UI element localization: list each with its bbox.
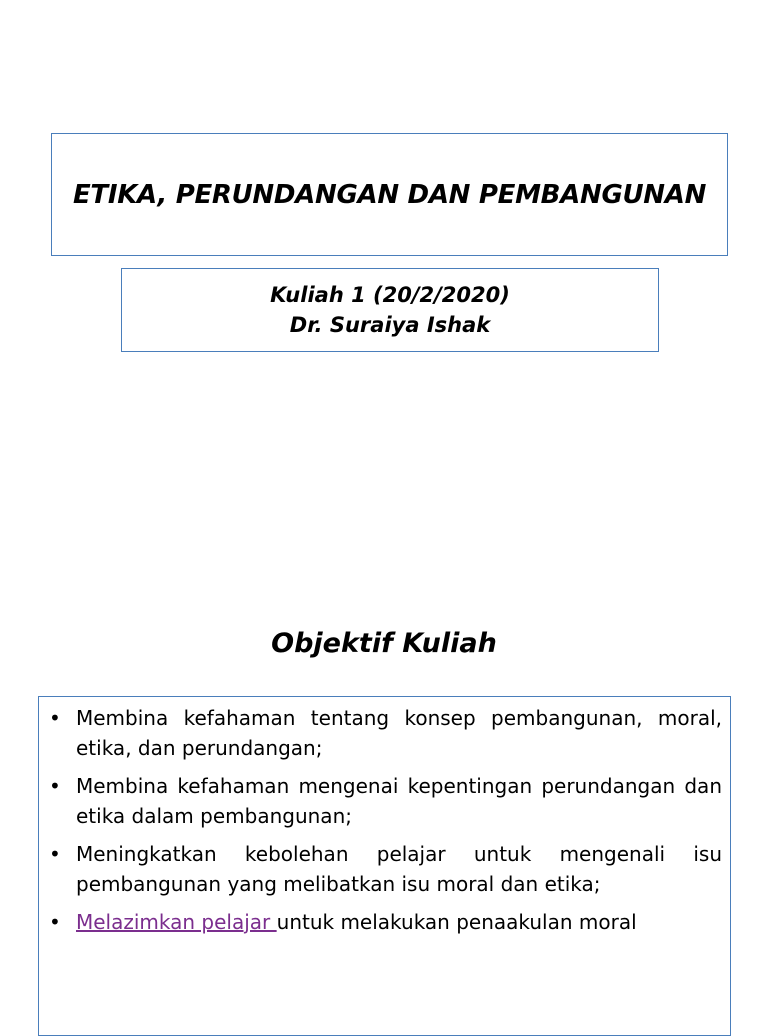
objective-item-1 bbox=[47, 703, 722, 763]
objectives-box bbox=[38, 696, 731, 1036]
bullet-icon: • bbox=[49, 842, 61, 866]
bullet-icon: • bbox=[49, 774, 61, 798]
lecturer-name: Dr. Suraiya Ishak bbox=[289, 313, 491, 337]
title-box bbox=[51, 133, 728, 256]
subtitle-box bbox=[121, 268, 659, 352]
objective-text: Membina kefahaman mengenai kepentingan perundangan dan etika dalam pembangunan; bbox=[76, 774, 722, 828]
lecture-label: Kuliah 1 (20/2/2020) bbox=[270, 283, 510, 307]
objective-text: untuk melakukan penaakulan moral bbox=[276, 910, 637, 934]
objective-text: Membina kefahaman tentang konsep pembangunan, moral, etika, dan perundangan; bbox=[76, 706, 722, 760]
objectives-heading: Objektif Kuliah bbox=[271, 628, 497, 659]
slide-title: ETIKA, PERUNDANGAN DAN PEMBANGUNAN bbox=[72, 179, 707, 210]
objectives-list bbox=[47, 703, 722, 937]
objective-item-2 bbox=[47, 771, 722, 831]
objective-item-4 bbox=[47, 907, 722, 937]
objective-link[interactable]: Melazimkan pelajar bbox=[76, 910, 277, 934]
objective-item-3 bbox=[47, 839, 722, 899]
bullet-icon: • bbox=[49, 910, 61, 934]
bullet-icon: • bbox=[49, 706, 61, 730]
objective-text: Meningkatkan kebolehan pelajar untuk mengenali isu pembangunan yang melibatkan isu moral dan etika; bbox=[76, 842, 722, 896]
